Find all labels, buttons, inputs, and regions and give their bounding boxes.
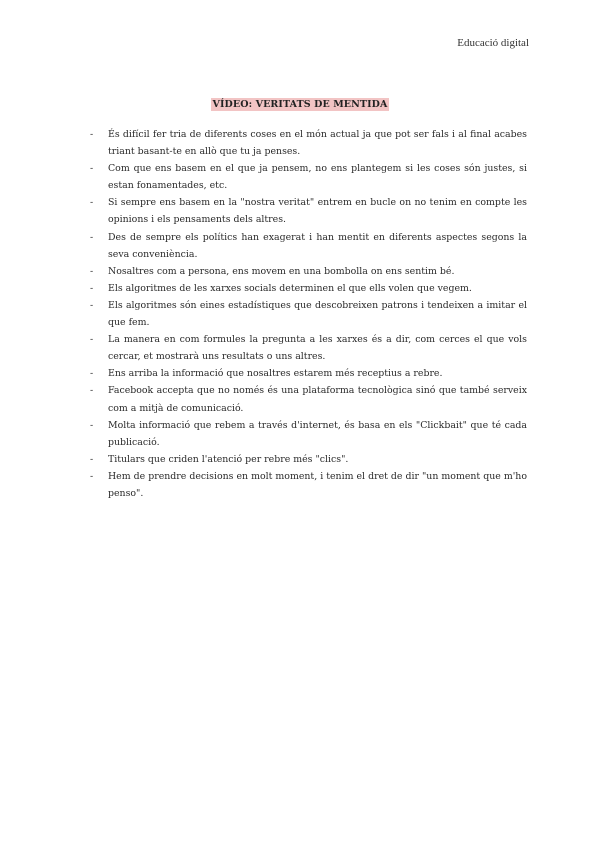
list-item-text: Des de sempre els polítics han exagerat i han mentit en diferents aspectes segons la seva conveniència. [108, 231, 527, 260]
bullet-marker: - [90, 419, 94, 431]
bullet-marker: - [90, 163, 94, 175]
bullet-marker: - [90, 453, 94, 465]
bullet-marker: - [90, 231, 94, 243]
list-item-text: Titulars que criden l'atenció per rebre més "clics". [108, 453, 349, 465]
bullet-marker: - [90, 334, 94, 346]
bullet-marker: - [90, 385, 94, 397]
list-item-text: Nosaltres com a persona, ens movem en una bombolla on ens sentim bé. [108, 265, 455, 277]
list-item-text: És difícil fer tria de diferents coses en el món actual ja que pot ser fals i al final acabes triant basant-te en allò que tu ja penses. [108, 129, 527, 158]
bullet-marker: - [90, 282, 94, 294]
list-item [90, 280, 527, 297]
list-item-text: Els algoritmes són eines estadístiques que descobreixen patrons i tendeixen a imitar el que fem. [108, 299, 527, 329]
list-item [90, 126, 527, 160]
list-item [90, 194, 527, 228]
bullet-marker: - [90, 265, 94, 277]
list-item-text: Els algoritmes de les xarxes socials determinen el que ells volen que vegem. [108, 282, 472, 294]
list-item [90, 417, 527, 451]
title-container [0, 92, 600, 111]
bullet-marker: - [90, 368, 94, 380]
list-item-text: Ens arriba la informació que nosaltres estarem més receptius a rebre. [108, 368, 443, 380]
list-item-text: La manera en com formules la pregunta a les xarxes és a dir, com cerces el que vols cercar, et mostrarà uns resultats o uns altres. [108, 334, 527, 363]
bullet-marker: - [90, 470, 94, 482]
list-item-text: Hem de prendre decisions en molt moment, i tenim el dret de dir "un moment que m'ho penso". [108, 470, 527, 499]
list-item [90, 468, 527, 502]
list-item [90, 263, 527, 280]
list-item [90, 160, 527, 194]
list-item [90, 382, 527, 416]
bullet-marker: - [90, 129, 94, 140]
list-item-text: Facebook accepta que no només és una plataforma tecnològica sinó que també serveix com a mitjà de comunicació. [108, 385, 527, 414]
list-item-text: Com que ens basem en el que ja pensem, no ens plantegem si les coses són justes, si estan fonamentades, etc. [108, 163, 527, 192]
list-item [90, 229, 527, 263]
bullet-marker: - [90, 197, 94, 209]
list-item [90, 331, 527, 365]
list-item-text: Molta informació que rebem a través d'internet, és basa en els "Clickbait" que té cada publicació. [108, 419, 527, 448]
list-item [90, 365, 527, 382]
bullet-list [90, 126, 527, 502]
list-item [90, 297, 527, 331]
list-item [90, 451, 527, 468]
list-item-text: Si sempre ens basem en la "nostra veritat" entrem en bucle on no tenim en compte les opinions i els pensaments dels altres. [108, 197, 527, 226]
document-header-label: Educació digital [457, 37, 529, 49]
bullet-marker: - [90, 299, 94, 311]
page-title: VÍDEO: VERITATS DE MENTIDA [212, 99, 388, 110]
